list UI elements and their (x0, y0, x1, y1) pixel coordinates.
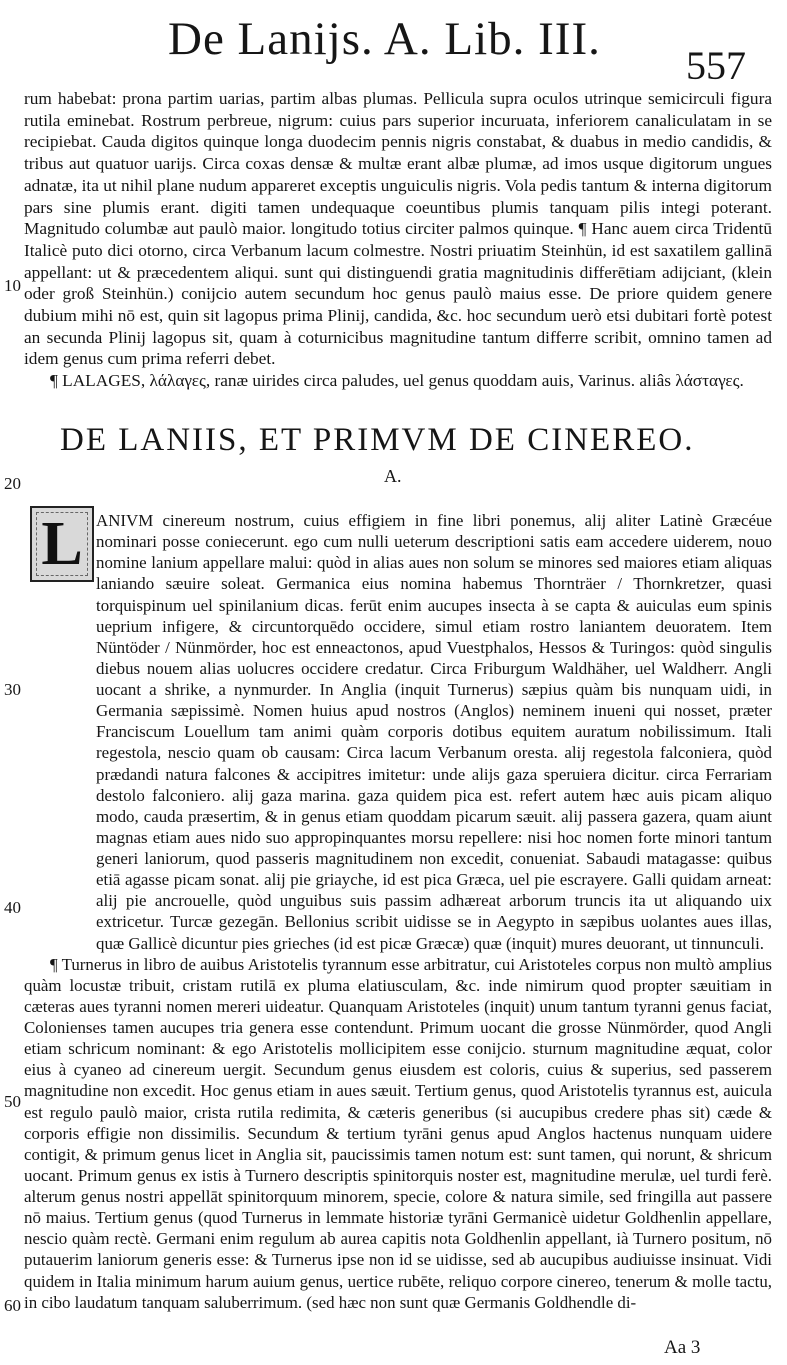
section-subheading: A. (384, 466, 402, 486)
drop-cap-letter: L (41, 510, 83, 578)
margin-line-number: 50 (4, 1092, 21, 1111)
lalages-entry: ¶ LALAGES, λάλαγες, ranæ uirides circa paludes, uel genus quoddam auis, Varinus. aliâs λάσταγες. (50, 371, 744, 391)
margin-line-number: 60 (4, 1296, 21, 1315)
signature-mark: Aa 3 (664, 1337, 701, 1358)
lanius-section-text (24, 510, 772, 1313)
body-paragraph: rum habebat: prona partim uarias, partim albas plumas. Pellicula supra oculos utrinque semicirculi figura rutila eminebat. Rostrum perbreue, nigrum: cuius pars superior incuruata, inferiorem canaliculatam in se recipiebat. Cauda digitos quinque longa duodecim pennis nigris constabat, & duabus in medio candidis, & tribus aut quatuor uarijs. Circa coxas densæ & multæ erant albæ plumæ, ad imos usque digitorum ungues adnatæ, ita ut nihil plane nudum appareret exceptis unguiculis nigris. Vola pedis tantum & interna digitorum pars sine plumis erant. digiti tamen undequaque coeuntibus plumis tanquam pilis integi poterant. Magnitudo columbæ aut paulò maior. longitudo totius circiter palmos quinque. ¶ Hanc auem circa Tridentū Italicè puto dici otorno, circa Verbanum lacum colmestre. Nostri priuatim Steinhün, id est saxatilem gallinā appellant: ut & præcedentem aliqui. sunt qui distinguendi gratia magnitudinis differētiam adijciant, (klein oder groß Steinhün.) conijcio autem secundum hoc genus paulò maius esse. De priore quidem genere dubium mihi nō est, quin sit lagopus prima Plinij, candida, &c. hoc secundum uerò etsi dubitari fortè potest an secunda Plinij lagopus sit, quam à coturnicibus magnitudine tantum differre scribit, omnino tamen ad idem genus cum prima referri debet. (24, 89, 772, 369)
margin-line-number: 30 (4, 680, 21, 699)
body-paragraph: ANIVM cinereum nostrum, cuius effigiem in fine libri ponemus, alij aliter Latinè Græcéue nominari posse coniecerunt. ego cum nulli ueterum descriptioni satis eam accedere uiderem, nouo nomine lanium appellare malui: quòd in alias aues non solum se minores sed maiores etiam aliquas laniando sæuire soleat. Germanica eius nomina habemus Thornträer / Thornkretzer, quasi torquispinum uel spinilanium dicas. ferūt enim aucupes insecta à se capta & auiculas eum spinis ueprium infigere, & circuntorquēdo occidere, simul etiam rostro laniantem deuoratem. Item Nüntöder / Nünmörder, hoc est enneactonos, apud Vuestphalos, Hessos & Turingos: quòd singulis diebus nouem alias uolucres occidere credatur. Circa Friburgum Waldhäher, uel Waldherr. Angli uocant a shrike, a nynmurder. In Anglia (inquit Turnerus) sæpius quàm bis nunquam uidi, in Germania sæpissimè. Nomen huius apud nostros (Anglos) neminem inueni qui nosset, præter Franciscum Louellum tam animi quàm corporis dotibus equitem auratum nobilissimum. Itali regestola, nescio quam ob causam: Circa lacum Verbanum oresta. alij regestola falconiera, quòd prædandi natura falcones & accipitres imitetur: unde alijs gaza speruiera dicitur. circa Ferrariam destolo falconiero. alij gaza marina. gaza quidem pica est. refert autem hæc auis picam aliquo modo, cauda præsertim, & in genus etiam quoddam picarum sæuit. alij passera gazera, quam aiunt magnas etiam aues nido suo appropinquantes morsu repellere: nisi hoc nomen forte minori tantum generi laniorum, quod passeris magnitudinem non excedit, conueniat. Sabaudi matagasse: quibus etiā agasse picam sonat. alij pie griayche, id est pica Græca, uel pie escrayere. Galli quidam arneat: alij pie ancrouelle, quòd unguibus suis passim adhæreat arborum truncis ita ut aliquando uix extricetur. Turcæ gezegān. Bellonius scribit uidisse se in Aegypto in sæpibus uolantes aues illas, quæ Gallicè dicuntur pies grieches (id est picæ Græcæ) quæ (inquit) mures deuorant, ut tinnunculi. (96, 511, 772, 953)
running-title: De Lanijs. A. Lib. III. (168, 13, 601, 65)
page-number: 557 (686, 43, 746, 88)
margin-line-number: 40 (4, 898, 21, 917)
section-heading: DE LANIIS, ET PRIMVM DE CINEREO. (60, 422, 695, 458)
margin-line-number: 10 (4, 276, 21, 295)
body-paragraph: ¶ Turnerus in libro de auibus Aristotelis tyrannum esse arbitratur, cui Aristoteles corpus non multò amplius quàm locustæ tribuit, cristam rutilā ex pluma elatiusculam, &c. inde nimirum quod propter sæuitiam in cæteras aues tyranni nomen mereri uideatur. Quanquam Aristoteles (inquit) unum tantum tyranni genus faciat, Colonienses tamen aucupes tria genera esse contendunt. Primum uocant die grosse Nünmörder, quod Angli etiam schricum nominant: & ego Aristotelis mollicipitem esse conijcio. sturnum magnitudine æquat, color eius à cyaneo ad cinereum uergit. Secundum genus eiusdem est coloris, cuius & superius, sed passerem magnitudine non excedit. Hoc genus etiam in aues sæuit. Tertium genus, quod Aristotelis tyrannus est, auicula est regulo paulò maior, crista rutila redimita, & cæteris generibus (si aucupibus credere phas sit) cæde & corporis effigie non dissimilis. Secundum & tertium tyrāni genus apud Anglos hactenus nunquam uidere contigit, & primum genus licet in Anglia sit, paucissimis tamen notum est: sunt tamen, qui norunt, & shricum uocant. Primum genus ex istis à Turnero descriptis spinitorquis noster est, magnitudine merulæ, uel turdi ferè. alterum genus nostri appellāt spinitorquum minorem, specie, colore & natura simile, sed fringilla aut passere nō maius. Tertium genus (quod Turnerus in lemmate historiæ tyrāni Germanicè uidetur Goldhenlin appellare, nescio quàm rectè. Germani enim regulum ab aurea capitis nota Goldhenlin appellant, ià Turnero positum, nō putauerim laniorum generis esse: & Turnerus ipse non id se uidisse, sed ab aucupibus audiuisse insinuat. Vidi quidem in Italia minimum harum auium genus, uertice rubēte, reliquo corpore cinereo, tenerum & molle tactu, in cibo laudatum tanquam saluberrimum. (sed hæc non sunt quæ Germanis Goldhendle di- (24, 954, 772, 1312)
margin-line-number: 20 (4, 474, 21, 493)
top-section-text (24, 88, 772, 392)
